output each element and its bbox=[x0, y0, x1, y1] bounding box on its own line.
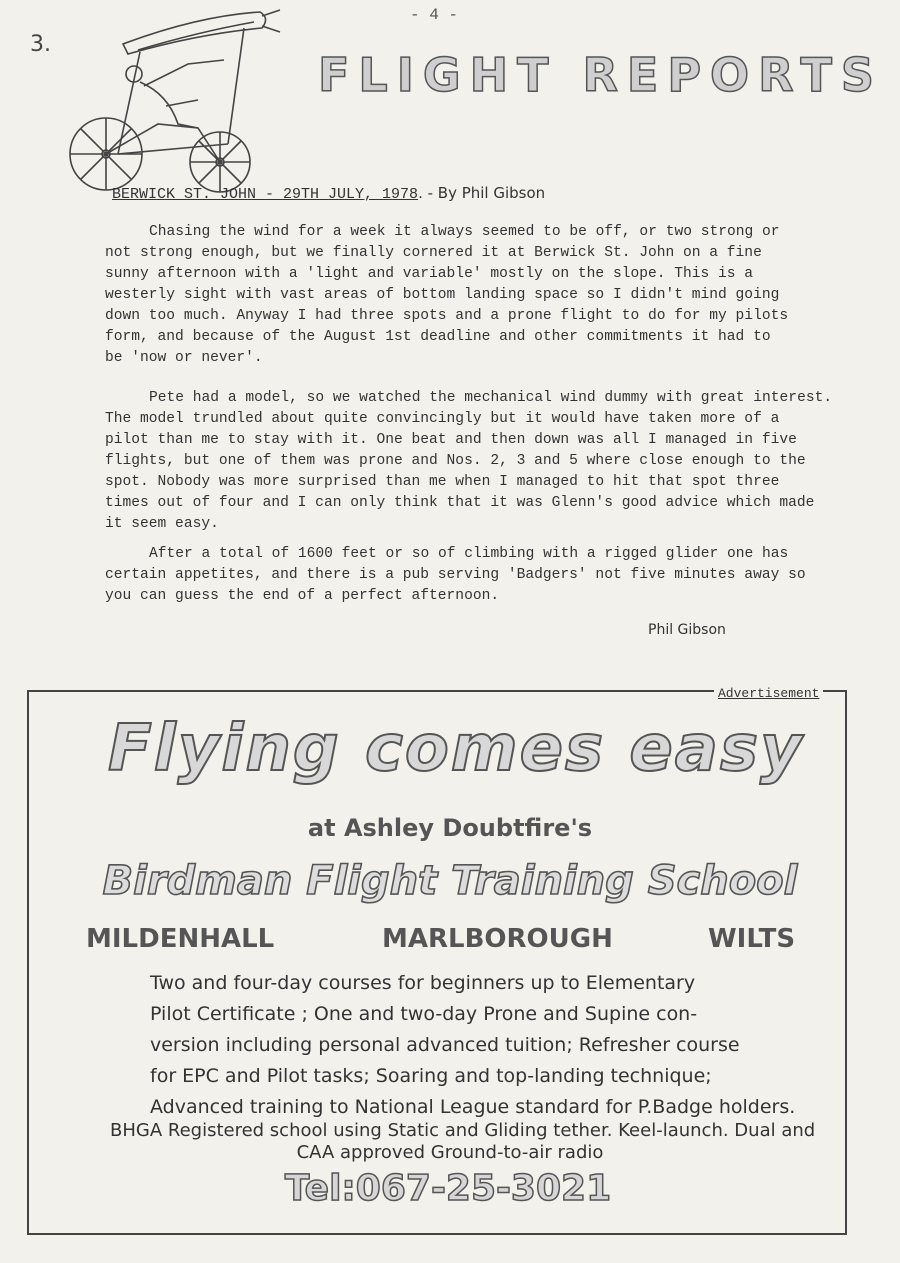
ad-school-name: Birdman Flight Training School bbox=[102, 858, 798, 904]
margin-number: 3. bbox=[30, 32, 51, 57]
paragraph-line: The model trundled about quite convincingly but it would have taken more of a bbox=[105, 411, 780, 427]
paragraph-line: not strong enough, but we finally cornered it at Berwick St. John on a fine bbox=[105, 245, 762, 261]
paragraph-line: down too much. Anyway I had three spots and a prone flight to do for my pilots bbox=[105, 308, 789, 324]
ad-place-marlborough: MARLBOROUGH bbox=[382, 924, 613, 954]
ad-telephone: Tel:067-25-3021 bbox=[284, 1168, 612, 1209]
paragraph-line: be 'now or never'. bbox=[105, 350, 263, 366]
paragraph-line: you can guess the end of a perfect afternoon. bbox=[105, 588, 500, 604]
ad-headline: Flying comes easy bbox=[108, 712, 804, 786]
ad-registration-info bbox=[110, 1120, 816, 1164]
ad-subheadline: at Ashley Doubtfire's bbox=[307, 814, 593, 842]
ad-place-wilts: WILTS bbox=[708, 924, 796, 954]
paragraph-line: flights, but one of them was prone and Nos. 2, 3 and 5 where close enough to the bbox=[105, 453, 806, 469]
paragraph-line: it seem easy. bbox=[105, 516, 219, 532]
paragraph-line: pilot than me to stay with it. One beat and then down was all I managed in five bbox=[105, 432, 797, 448]
ad-place-mildenhall: MILDENHALL bbox=[86, 924, 275, 954]
article-paragraph-1 bbox=[105, 222, 865, 369]
paragraph-line: form, and because of the August 1st deadline and other commitments it had to bbox=[105, 329, 771, 345]
article-paragraph-2 bbox=[105, 388, 865, 535]
ad-registration-line: BHGA Registered school using Static and Gliding tether. Keel-launch. Dual and bbox=[110, 1120, 816, 1141]
article-title-text: BERWICK ST. JOHN - 29TH JULY, 1978 bbox=[112, 186, 419, 203]
ad-course-line: version including personal advanced tuition; Refresher course bbox=[150, 1034, 740, 1056]
paragraph-line: Chasing the wind for a week it always seemed to be off, or two strong or bbox=[149, 224, 780, 240]
ad-course-line: Pilot Certificate ; One and two-day Prone and Supine con- bbox=[150, 1003, 698, 1025]
article-byline: . - By Phil Gibson bbox=[418, 184, 546, 202]
show-through-text bbox=[520, 90, 723, 110]
paragraph-line: After a total of 1600 feet or so of climbing with a rigged glider one has bbox=[149, 546, 789, 562]
paragraph-line: certain appetites, and there is a pub serving 'Badgers' not five minutes away so bbox=[105, 567, 806, 583]
ad-course-line: for EPC and Pilot tasks; Soaring and top-landing technique; bbox=[150, 1065, 712, 1087]
article-title bbox=[112, 184, 545, 203]
hang-glider-cyclist-icon bbox=[48, 4, 288, 196]
paragraph-line: sunny afternoon with a 'light and variable' mostly on the slope. This is a bbox=[105, 266, 754, 282]
paragraph-line: spot. Nobody was more surprised than me when I managed to hit that spot three bbox=[105, 474, 780, 490]
ad-course-list bbox=[150, 968, 810, 1123]
ad-registration-line: CAA approved Ground-to-air radio bbox=[296, 1142, 604, 1163]
section-heading: FLIGHT REPORTS bbox=[318, 48, 884, 102]
page-number: - 4 - bbox=[410, 6, 459, 24]
advertisement-label: Advertisement bbox=[714, 686, 823, 701]
article-paragraph-3 bbox=[105, 544, 865, 607]
paragraph-line: Pete had a model, so we watched the mechanical wind dummy with great interest. bbox=[149, 390, 833, 406]
paragraph-line: westerly sight with vast areas of bottom landing space so I didn't mind going bbox=[105, 287, 780, 303]
article-signature: Phil Gibson bbox=[648, 622, 726, 638]
ad-course-line: Advanced training to National League standard for P.Badge holders. bbox=[150, 1096, 796, 1118]
paragraph-line: times out of four and I can only think that it was Glenn's good advice which made bbox=[105, 495, 815, 511]
ad-course-line: Two and four-day courses for beginners up to Elementary bbox=[150, 972, 696, 994]
